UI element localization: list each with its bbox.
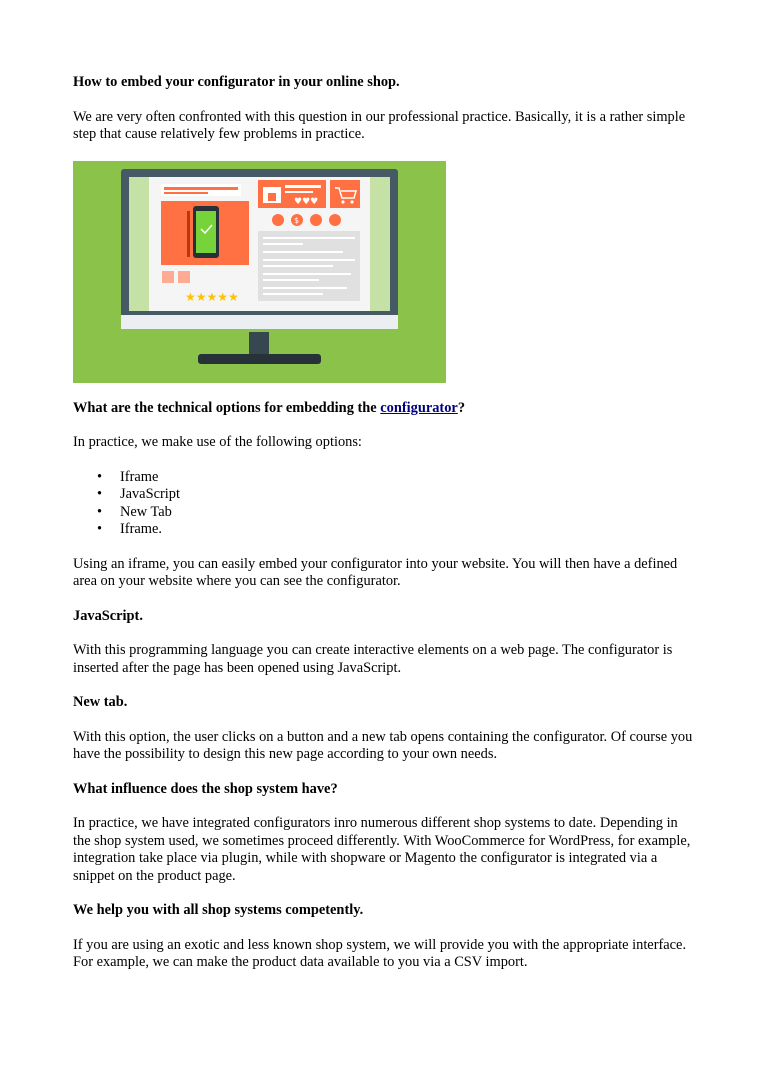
- embedding-options-heading-text: What are the technical options for embedding the: [73, 399, 381, 416]
- main-heading: How to embed your configurator in your online shop.: [73, 74, 400, 90]
- iframe-paragraph: Using an iframe, you can easily embed your configurator into your website. You will then have a defined area on your website where you can see the configurator.: [73, 555, 678, 589]
- shop-system-paragraph: In practice, we have integrated configurators inro numerous different shop systems to date. Depending in the shop system used, we sometimes proceed differently. With WooCommerce for WordPress, for example, integration take place via plugin, while with shopware or Magento the configurator is integrated via a snippet on the product page.: [73, 815, 691, 884]
- new-tab-heading: New tab.: [73, 694, 128, 710]
- embedding-options-heading-suffix: ?: [457, 399, 466, 416]
- list-item: • Iframe: [73, 469, 698, 487]
- list-item: • JavaScript: [73, 486, 698, 504]
- shop-system-heading: What influence does the shop system have?: [73, 780, 338, 797]
- help-heading: We help you with all shop systems competently.: [73, 902, 364, 918]
- list-item: • Iframe.: [73, 521, 698, 539]
- javascript-heading: JavaScript.: [73, 607, 143, 624]
- new-tab-paragraph: With this option, the user clicks on a button and a new tab opens containing the configurator. Of course you have the possibility to design this new page according to your own needs.: [73, 728, 693, 762]
- svg-text:$: $: [294, 215, 300, 225]
- svg-text:★★★★★: ★★★★★: [185, 289, 239, 304]
- list-item: • New Tab: [73, 504, 698, 522]
- intro-paragraph: We are very often confronted with this question in our professional practice. Basically, it is a rather simple step that cause relatively few problems in practice.: [73, 108, 686, 142]
- javascript-paragraph: With this programming language you can create interactive elements on a web page. The configurator is inserted after the page has been opened using JavaScript.: [73, 642, 673, 676]
- options-list: [73, 469, 698, 539]
- help-paragraph: If you are using an exotic and less known shop system, we will provide you with the appropriate interface. For example, we can make the product data available to you via a CSV import.: [73, 936, 687, 970]
- configurator-link[interactable]: configurator: [380, 399, 458, 416]
- svg-text:♥♥♥: ♥♥♥: [294, 196, 319, 207]
- embedding-options-heading: [73, 400, 698, 418]
- document-body: [73, 74, 698, 989]
- monitor-shop-illustration: [73, 161, 446, 383]
- options-intro: In practice, we make use of the following options:: [73, 434, 362, 450]
